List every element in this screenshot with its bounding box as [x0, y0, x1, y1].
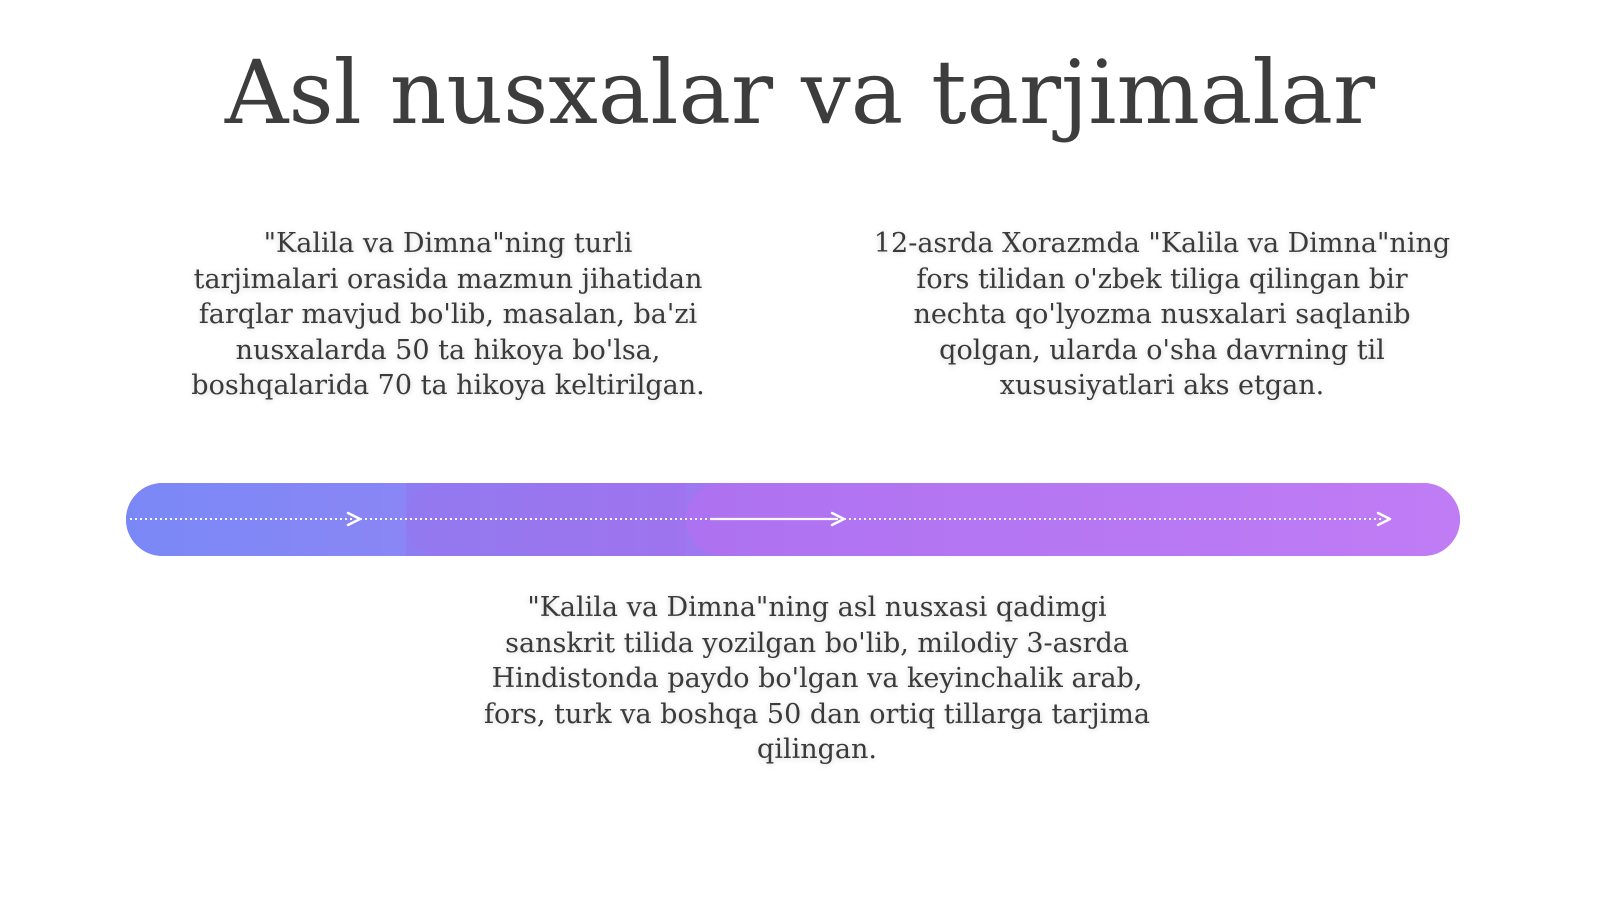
bottom-text-block: "Kalila va Dimna"ning asl nusxasi qadimgi sanskrit tilida yozilgan bo'lib, milodiy 3-asrda Hindistonda paydo bo'lgan va keyinchalik arab, fors, turk va boshqa 50 dan ortiq tillarga tarjima qilingan. [483, 592, 1151, 765]
timeline-arrows [126, 483, 1460, 556]
timeline-bar [126, 483, 1460, 556]
right-text-block: 12-asrda Xorazmda "Kalila va Dimna"ning fors tilidan o'zbek tiliga qilingan bir nechta qo'lyozma nusxalari saqlanib qolgan, ularda o'sha davrning til xususiyatlari aks etgan. [873, 228, 1451, 401]
slide-title: Asl nusxalar va tarjimalar [224, 41, 1376, 144]
left-text-block: "Kalila va Dimna"ning turli tarjimalari orasida mazmun jihatidan farqlar mavjud bo'lib, masalan, ba'zi nusxalarda 50 ta hikoya bo'lsa, boshqalarida 70 ta hikoya keltirilgan. [191, 228, 705, 401]
